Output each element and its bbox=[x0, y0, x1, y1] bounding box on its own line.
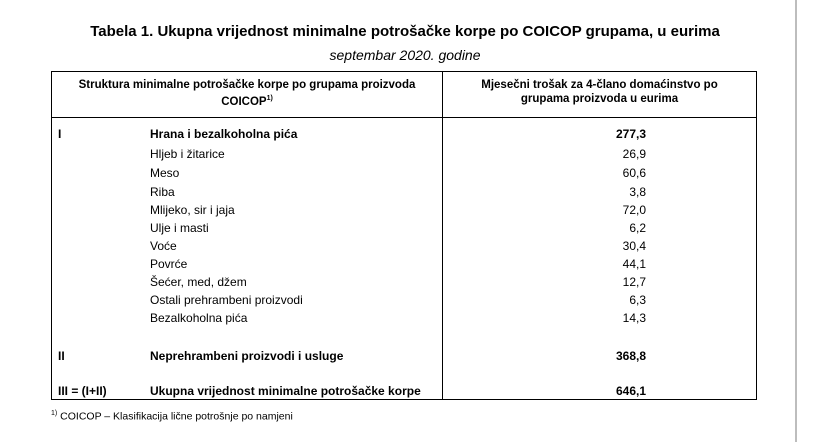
row-roman-numeral: III = (I+II) bbox=[58, 384, 107, 398]
page-edge-divider bbox=[795, 0, 797, 442]
row-value: 72,0 bbox=[622, 203, 646, 217]
table-subtitle: septembar 2020. godine bbox=[329, 47, 481, 63]
row-label: Šećer, med, džem bbox=[150, 275, 247, 289]
row-roman-numeral bbox=[58, 292, 138, 308]
row-label: Ukupna vrijednost minimalne potrošačke korpe bbox=[150, 384, 421, 398]
row-value: 44,1 bbox=[622, 257, 646, 271]
row-value: 3,8 bbox=[629, 185, 646, 199]
row-label: Hrana i bezalkoholna pića bbox=[150, 127, 298, 141]
column-header-structure-line2: COICOP$^{1)}$ bbox=[221, 95, 273, 108]
row-roman-numeral bbox=[58, 184, 138, 200]
row-roman-numeral bbox=[58, 165, 138, 181]
row-label: Meso bbox=[150, 166, 180, 180]
row-value: 6,3 bbox=[629, 293, 646, 307]
row-label: Ulje i masti bbox=[150, 221, 209, 235]
row-value: 30,4 bbox=[622, 239, 646, 253]
row-value: 12,7 bbox=[622, 275, 646, 289]
column-header-cost-line1: Mjesečni trošak za 4-člano domaćinstvo po bbox=[481, 79, 718, 91]
row-value: 14,3 bbox=[622, 311, 646, 325]
column-separator bbox=[442, 71, 443, 400]
column-header-cost-line2: grupama proizvoda u eurima bbox=[520, 93, 679, 105]
row-roman-numeral bbox=[58, 274, 138, 290]
row-roman-numeral bbox=[58, 202, 138, 218]
row-roman-numeral bbox=[58, 146, 138, 162]
row-value: 277,3 bbox=[615, 127, 646, 141]
row-roman-numeral: II bbox=[58, 349, 65, 363]
header-separator bbox=[51, 117, 757, 118]
row-label: Povrće bbox=[150, 257, 188, 271]
row-label: Neprehrambeni proizvodi i usluge bbox=[150, 349, 344, 363]
row-roman-numeral bbox=[58, 220, 138, 236]
row-label: Hljeb i žitarice bbox=[150, 147, 225, 161]
column-header-structure-line1: Struktura minimalne potrošačke korpe po grupama proizvoda bbox=[78, 79, 416, 91]
footnote-text: COICOP – Klasifikacija lične potrošnje po namjeni bbox=[57, 410, 293, 423]
row-value: 646,1 bbox=[615, 384, 646, 398]
row-value: 26,9 bbox=[622, 147, 646, 161]
row-roman-numeral bbox=[58, 256, 138, 272]
footnote bbox=[51, 410, 293, 423]
row-roman-numeral bbox=[58, 310, 138, 326]
row-value: 60,6 bbox=[622, 166, 646, 180]
row-label: Voće bbox=[150, 239, 177, 253]
table-title: Tabela 1. Ukupna vrijednost minimalne potrošačke korpe po COICOP grupama, u eurima bbox=[90, 23, 720, 40]
row-roman-numeral: I bbox=[58, 127, 62, 141]
row-label: Ostali prehrambeni proizvodi bbox=[150, 293, 303, 307]
row-value: 368,8 bbox=[615, 349, 646, 363]
row-label: Bezalkoholna pića bbox=[150, 311, 248, 325]
row-roman-numeral bbox=[58, 238, 138, 254]
footnote-marker: 1) bbox=[51, 410, 58, 417]
footnote-reference: 1) bbox=[266, 95, 273, 102]
row-label: Riba bbox=[150, 185, 175, 199]
row-label: Mlijeko, sir i jaja bbox=[150, 203, 235, 217]
row-value: 6,2 bbox=[629, 221, 646, 235]
column-header-cost bbox=[443, 78, 756, 106]
column-header-structure bbox=[52, 78, 442, 109]
